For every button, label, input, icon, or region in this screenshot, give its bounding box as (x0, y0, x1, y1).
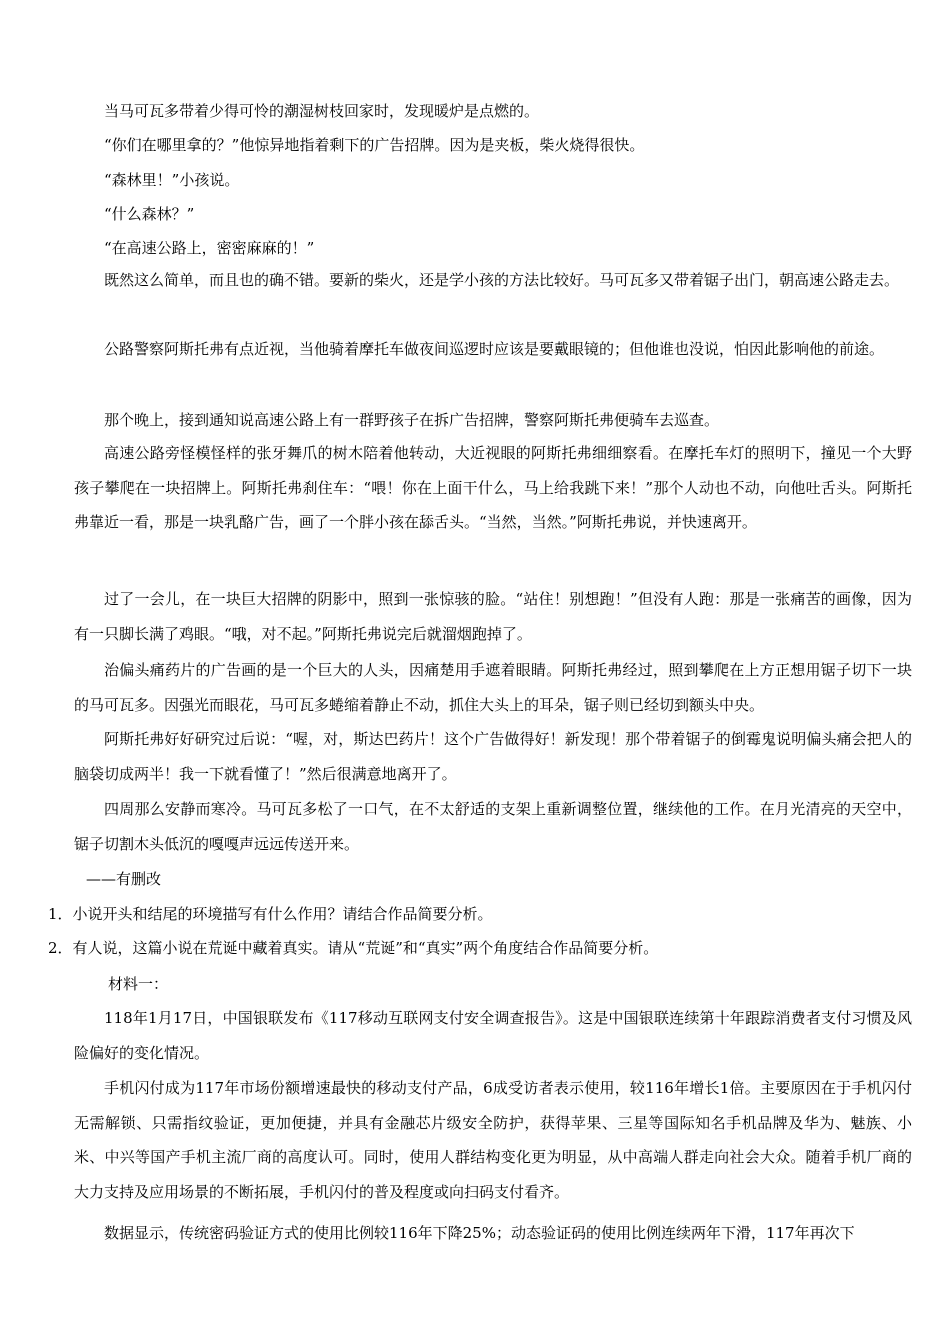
story-paragraph: 既然这么简单，而且也的确不错。要新的柴火，还是学小孩的方法比较好。马可瓦多又带着锯子出门，朝高速公路走去。 (104, 271, 900, 289)
story-paragraph: “在高速公路上，密密麻麻的！” (104, 239, 315, 257)
story-paragraph: 过了一会儿，在一块巨大招牌的阴影中，照到一张惊骇的脸。“站住！别想跑！”但没有人跑：那是一张痛苦的画像，因为有一只脚长满了鸡眼。“哦，对不起。”阿斯托弗说完后就溜烟跑掉了。 (74, 590, 912, 643)
story-paragraph: “森林里！”小孩说。 (104, 171, 240, 189)
story-paragraph: 四周那么安静而寒冷。马可瓦多松了一口气，在不太舒适的支架上重新调整位置，继续他的工作。在月光清亮的天空中，锯子切割木头低沉的嘎嘎声远远传送开来。 (74, 800, 912, 853)
story-paragraph: 治偏头痛药片的广告画的是一个巨大的人头，因痛楚用手遮着眼睛。阿斯托弗经过，照到攀爬在上方正想用锯子切下一块的马可瓦多。因强光而眼花，马可瓦多蜷缩着静止不动，抓住大头上的耳朵，锯子则已经切到额头中央。 (74, 661, 912, 714)
story-paragraph: 阿斯托弗好好研究过后说：“喔，对，斯达巴药片！这个广告做得好！新发现！那个带着锯子的倒霉鬼说明偏头痛会把人的脑袋切成两半！我一下就看懂了！”然后很满意地离开了。 (74, 730, 912, 783)
story-paragraph: “什么森林？” (104, 205, 195, 223)
source-note: ——有删改 (86, 870, 162, 888)
story-paragraph: 当马可瓦多带着少得可怜的潮湿树枝回家时，发现暖炉是点燃的。 (104, 102, 540, 120)
material-heading: 材料一： (108, 975, 169, 993)
story-paragraph: 那个晚上，接到通知说高速公路上有一群野孩子在拆广告招牌，警察阿斯托弗便骑车去巡查。 (104, 411, 720, 429)
question-1: 1．小说开头和结尾的环境描写有什么作用？请结合作品简要分析。 (48, 905, 493, 923)
story-paragraph: 公路警察阿斯托弗有点近视，当他骑着摩托车做夜间巡逻时应该是要戴眼镜的；但他谁也没说，怕因此影响他的前途。 (104, 340, 885, 358)
material-paragraph: 数据显示，传统密码验证方式的使用比例较116年下降25%；动态验证码的使用比例连续两年下滑，117年再次下 (104, 1224, 855, 1242)
material-paragraph: 手机闪付成为117年市场份额增速最快的移动支付产品，6成受访者表示使用，较116年增长1倍。主要原因在于手机闪付无需解锁、只需指纹验证，更加便捷，并具有金融芯片级安全防护，获得苹果、三星等国际知名手机品牌及华为、魅族、小米、中兴等国产手机主流厂商的高度认可。同时，使用人群结构变化更为明显，从中高端人群走向社会大众。随着手机厂商的大力支持及应用场景的不断拓展，手机闪付的普及程度或向扫码支付看齐。 (74, 1079, 912, 1201)
material-paragraph: 118年1月17日，中国银联发布《117移动互联网支付安全调查报告》。这是中国银联连续第十年跟踪消费者支付习惯及风险偏好的变化情况。 (74, 1009, 912, 1062)
question-2: 2．有人说，这篇小说在荒诞中藏着真实。请从“荒诞”和“真实”两个角度结合作品简要分析。 (48, 939, 659, 957)
story-paragraph: “你们在哪里拿的？”他惊异地指着剩下的广告招牌。因为是夹板，柴火烧得很快。 (104, 136, 645, 154)
story-paragraph: 高速公路旁怪模怪样的张牙舞爪的树木陪着他转动，大近视眼的阿斯托弗细细察看。在摩托车灯的照明下，撞见一个大野孩子攀爬在一块招牌上。阿斯托弗刹住车：“喂！你在上面干什么，马上给我跳下来！”那个人动也不动，向他吐舌头。阿斯托弗靠近一看，那是一块乳酪广告，画了一个胖小孩在舔舌头。“当然，当然。”阿斯托弗说，并快速离开。 (74, 444, 912, 531)
